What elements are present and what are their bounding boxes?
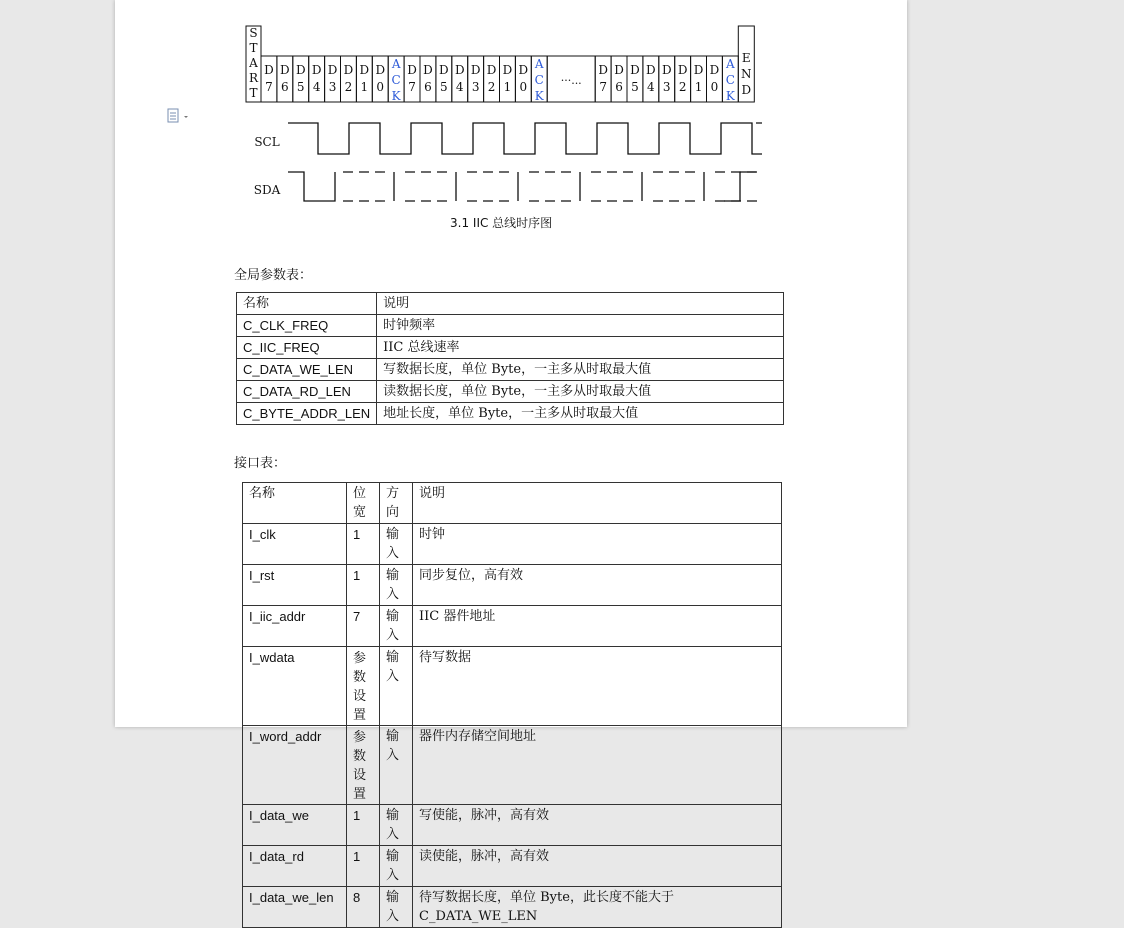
start-letter: S (249, 26, 258, 40)
table-cell: I_clk (243, 524, 347, 565)
sda-label: SDA (253, 183, 281, 197)
global-params-table (236, 292, 784, 425)
data-bit-prefix: D (502, 63, 513, 77)
interface-header-row (243, 483, 782, 524)
table-cell: I_data_we (243, 805, 347, 846)
table-row (243, 805, 782, 846)
data-bit-label: 3 (328, 80, 337, 94)
data-bit-prefix: D (359, 63, 370, 77)
data-bit-label: 0 (376, 80, 385, 94)
table-cell: 地址长度，单位 Byte，一主多从时取最大值 (377, 403, 784, 425)
data-bit-label: 6 (281, 80, 289, 94)
table-cell: 写数据长度，单位 Byte，一主多从时取最大值 (377, 359, 784, 381)
table-cell: 输入 (380, 726, 413, 805)
table-cell: I_data_we_len (243, 887, 347, 928)
table-cell: 输入 (380, 524, 413, 565)
data-bit-label: 1 (694, 80, 703, 94)
table-cell: 读使能，脉冲，高有效 (413, 846, 782, 887)
start-letter: T (249, 86, 258, 100)
table-cell: 参数设置 (347, 647, 380, 726)
data-bit-prefix: D (470, 63, 481, 77)
table-row (243, 846, 782, 887)
interface-table (242, 482, 782, 928)
table-row (243, 726, 782, 805)
table-cell: 待写数据长度，单位 Byte，此长度不能大于C_DATA_WE_LEN (413, 887, 782, 928)
interface-header-cell: 名称 (243, 483, 347, 524)
global-params-header-row (237, 293, 784, 315)
data-bit-prefix: D (375, 63, 386, 77)
interface-header-cell: 方向 (380, 483, 413, 524)
data-bit-prefix: D (264, 63, 274, 77)
ack-letter: K (725, 89, 735, 103)
table-cell: 输入 (380, 846, 413, 887)
data-bit-prefix: D (295, 63, 306, 77)
table-cell: C_IIC_FREQ (237, 337, 377, 359)
start-letter: T (249, 41, 258, 55)
table-row (243, 647, 782, 726)
ack-letter: A (391, 57, 401, 71)
ack-letter: A (726, 57, 735, 71)
data-bit-label: 7 (599, 80, 607, 94)
end-letter: N (741, 67, 752, 81)
figure-caption: 3.1 IIC 总线时序图 (450, 216, 553, 230)
interface-header-cell: 位宽 (347, 483, 380, 524)
table-row (237, 403, 784, 425)
end-letter: D (741, 83, 752, 97)
ack-letter: K (534, 89, 544, 103)
paste-options-icon[interactable] (167, 108, 189, 124)
ack-letter: K (391, 89, 401, 103)
data-bit-prefix: D (518, 63, 529, 77)
data-bit-prefix: D (454, 63, 465, 77)
start-letter: R (248, 71, 259, 85)
table-cell: 输入 (380, 606, 413, 647)
table-row (243, 887, 782, 928)
data-bit-label: 5 (296, 80, 305, 94)
table-cell: 参数设置 (347, 726, 380, 805)
table-cell: 输入 (380, 565, 413, 606)
data-bit-prefix: D (661, 63, 672, 77)
data-bit-prefix: D (439, 63, 449, 77)
table-cell: C_DATA_RD_LEN (237, 381, 377, 403)
global-params-header-cell: 说明 (377, 293, 784, 315)
end-letter: E (741, 51, 751, 65)
table-cell: 8 (347, 887, 380, 928)
data-bit-label: 1 (360, 80, 369, 94)
table-cell: I_word_addr (243, 726, 347, 805)
table-cell: IIC 总线速率 (377, 337, 784, 359)
data-bit-prefix: D (327, 63, 338, 77)
data-bit-label: 5 (631, 80, 639, 94)
table-cell: 1 (347, 565, 380, 606)
data-bit-prefix: D (407, 63, 417, 77)
data-bit-prefix: D (677, 63, 688, 77)
table-row (237, 315, 784, 337)
table-cell: 时钟 (413, 524, 782, 565)
table-cell: 时钟频率 (377, 315, 784, 337)
table-cell: I_wdata (243, 647, 347, 726)
table-row (243, 524, 782, 565)
table-row (237, 381, 784, 403)
table-cell: 1 (347, 805, 380, 846)
data-bit-label: 3 (471, 80, 480, 94)
data-bit-prefix: D (709, 63, 720, 77)
table-cell: 写使能，脉冲，高有效 (413, 805, 782, 846)
interface-header-cell: 说明 (413, 483, 782, 524)
table-cell: I_iic_addr (243, 606, 347, 647)
data-bit-label: 7 (408, 80, 416, 94)
data-bit-prefix: D (343, 63, 354, 77)
sda-stop-edge (724, 172, 756, 201)
table-row (237, 359, 784, 381)
table-cell: 7 (347, 606, 380, 647)
table-cell: I_data_rd (243, 846, 347, 887)
data-bit-label: 4 (312, 80, 321, 94)
data-bit-label: 0 (710, 80, 719, 94)
table-cell: 同步复位，高有效 (413, 565, 782, 606)
data-bit-label: 4 (455, 80, 464, 94)
start-letter: A (249, 56, 258, 70)
global-params-title: 全局参数表： (234, 268, 313, 283)
table-cell: 读数据长度，单位 Byte，一主多从时取最大值 (377, 381, 784, 403)
data-bit-label: 0 (519, 80, 528, 94)
table-cell: 输入 (380, 647, 413, 726)
table-cell: C_DATA_WE_LEN (237, 359, 377, 381)
table-row (243, 565, 782, 606)
table-row (243, 606, 782, 647)
ellipsis-label: ···... (560, 74, 582, 87)
ack-letter: C (725, 73, 735, 87)
table-cell: 1 (347, 524, 380, 565)
table-cell: I_rst (243, 565, 347, 606)
global-params-header-cell: 名称 (237, 293, 377, 315)
data-bit-prefix: D (423, 63, 433, 77)
data-bit-label: 4 (647, 80, 655, 94)
table-cell: 输入 (380, 805, 413, 846)
data-bit-label: 2 (487, 80, 496, 94)
interface-title: 接口表： (234, 456, 287, 471)
data-bit-prefix: D (598, 63, 608, 77)
table-cell: 待写数据 (413, 647, 782, 726)
scl-label: SCL (254, 135, 280, 149)
ack-letter: C (534, 73, 544, 87)
table-row (237, 337, 784, 359)
data-bit-prefix: D (486, 63, 497, 77)
data-bit-label: 2 (678, 80, 687, 94)
table-cell: 1 (347, 846, 380, 887)
data-bit-prefix: D (311, 63, 322, 77)
data-bit-label: 2 (344, 80, 353, 94)
data-bit-prefix: D (280, 63, 290, 77)
data-bit-label: 6 (615, 80, 623, 94)
sda-start-edge (288, 172, 335, 201)
data-bit-label: 6 (424, 80, 432, 94)
table-cell: 器件内存储空间地址 (413, 726, 782, 805)
data-bit-prefix: D (614, 63, 624, 77)
data-bit-label: 1 (503, 80, 512, 94)
table-cell: IIC 器件地址 (413, 606, 782, 647)
data-bit-label: 7 (265, 80, 273, 94)
scl-waveform (288, 123, 762, 154)
ack-letter: A (534, 57, 544, 71)
iic-timing-diagram (240, 22, 762, 212)
data-bit-label: 5 (440, 80, 448, 94)
data-bit-prefix: D (646, 63, 656, 77)
ack-letter: C (391, 73, 401, 87)
table-cell: C_BYTE_ADDR_LEN (237, 403, 377, 425)
data-bit-label: 3 (662, 80, 671, 94)
data-bit-prefix: D (693, 63, 704, 77)
table-cell: C_CLK_FREQ (237, 315, 377, 337)
data-bit-prefix: D (630, 63, 640, 77)
table-cell: 输入 (380, 887, 413, 928)
